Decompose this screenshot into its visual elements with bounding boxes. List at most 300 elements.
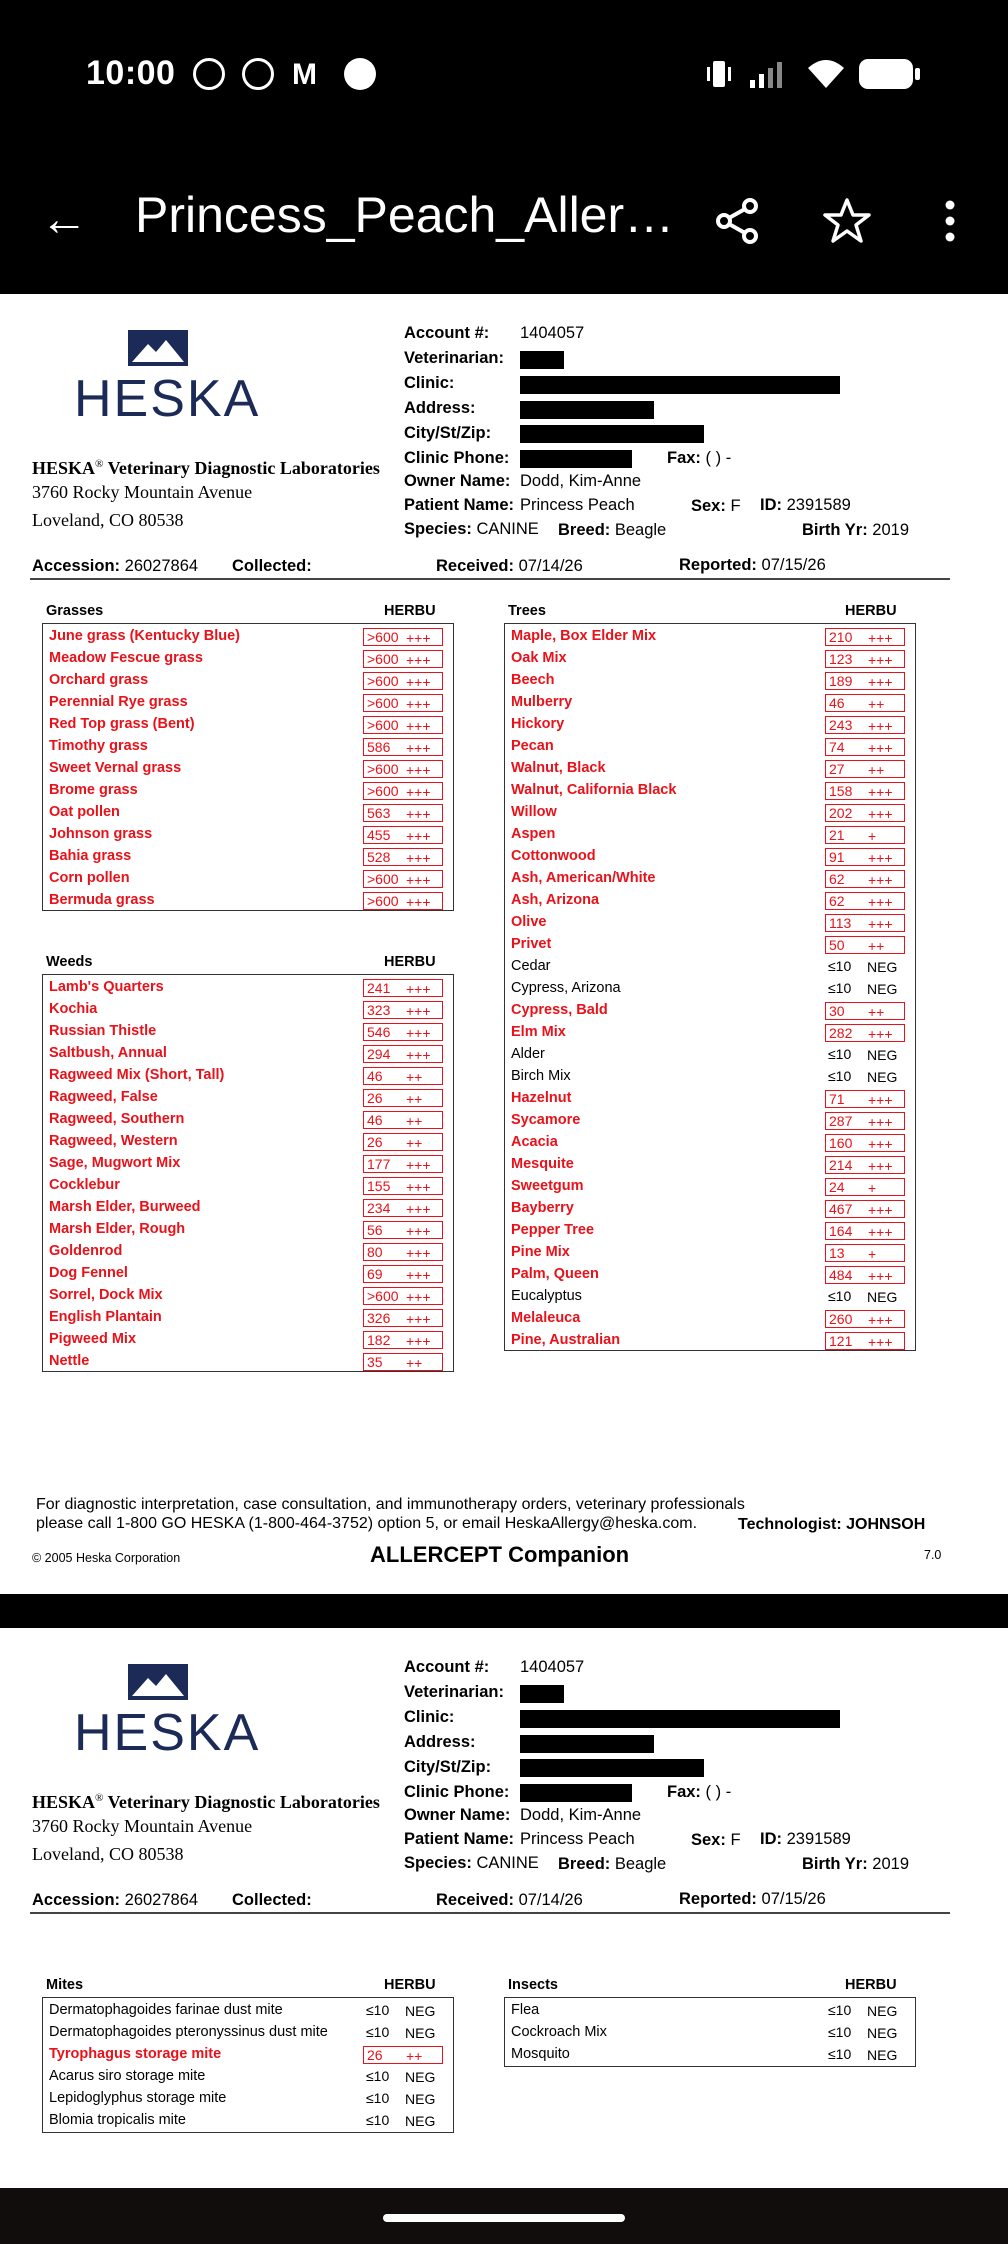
result-value: 13 [829,1245,845,1261]
table-row [505,1088,915,1110]
result-box [825,2024,905,2042]
result-value: 27 [829,761,845,777]
result-class: +++ [406,1311,431,1327]
result-value: 164 [829,1223,853,1239]
allergen-name: Bayberry [511,1200,574,1216]
table-row [43,1087,453,1109]
table-row [505,1110,915,1132]
table-row [43,890,453,912]
result-class: +++ [406,718,431,734]
result-value: 287 [829,1113,853,1129]
redaction [520,401,654,419]
result-value: 528 [367,849,391,865]
signal-icon [748,58,790,90]
result-class: NEG [405,2091,436,2107]
result-value: 71 [829,1091,845,1107]
allergen-name: Bermuda grass [49,892,155,908]
result-class: ++ [868,762,885,778]
result-value: 243 [829,717,853,733]
allergen-name: Blomia tropicalis mite [49,2112,186,2128]
table-row [43,999,453,1021]
allergen-name: Elm Mix [511,1024,566,1040]
result-box [363,628,443,646]
result-class: NEG [405,2025,436,2041]
result-class: NEG [867,2003,898,2019]
share-icon[interactable] [712,196,762,246]
table-row [43,1219,453,1241]
allergen-name: Willow [511,804,557,820]
lab-address-2: Loveland, CO 80538 [32,510,184,530]
result-value: >600 [367,871,399,887]
allergen-name: Tyrophagus storage mite [49,2046,222,2062]
allergen-name: Johnson grass [49,826,153,842]
section-title-trees: Trees [508,603,546,619]
result-box [363,738,443,756]
result-class: +++ [406,872,431,888]
result-value: 177 [367,1156,391,1172]
veterinarian-field: Veterinarian: [404,1683,504,1701]
table-row [505,1000,915,1022]
lab-address-1: 3760 Rocky Mountain Avenue [32,482,253,502]
table-row [505,714,915,736]
result-box [825,1310,905,1328]
result-value: >600 [367,893,399,909]
result-class: +++ [868,718,893,734]
fax-field: Fax: ( ) - [667,449,732,467]
star-icon[interactable] [822,196,872,246]
table-row [505,626,915,648]
technologist: Technologist: JOHNSOH [738,1516,926,1533]
table-row [505,912,915,934]
more-vert-icon[interactable] [940,196,960,246]
result-class: +++ [868,1268,893,1284]
sex-field: Sex: F [691,1831,741,1849]
insects-table [504,1997,916,2067]
allergen-name: Aspen [511,826,556,842]
allergen-name: Saltbush, Annual [49,1045,167,1061]
result-box [363,1353,443,1371]
account-field: Account #: 1404057 [404,324,585,342]
result-value: 563 [367,805,391,821]
document-title: Princess_Peach_Aller… [135,187,675,243]
result-box [363,760,443,778]
reported-field: Reported: 07/15/26 [679,556,826,574]
accession-field: Accession: 26027864 [32,557,199,575]
mites-table [42,1997,454,2133]
result-class: NEG [867,959,898,975]
allergen-name: Brome grass [49,782,138,798]
allergen-name: Cypress, Bald [511,1002,608,1018]
table-row [43,648,453,670]
account-field: Account #: 1404057 [404,1658,585,1676]
result-class: +++ [406,1245,431,1261]
table-row [43,1153,453,1175]
table-row [505,1044,915,1066]
table-row [505,1066,915,1088]
allergen-name: Olive [511,914,547,930]
result-box [363,892,443,910]
allergen-name: English Plantain [49,1309,162,1325]
allergen-name: Ragweed, Southern [49,1111,185,1127]
table-row [43,714,453,736]
result-value: ≤10 [366,2002,390,2018]
redaction [520,1710,840,1728]
table-row [43,1197,453,1219]
result-class: ++ [406,1091,423,1107]
result-box [363,1045,443,1063]
table-row [43,1043,453,1065]
result-class: +++ [406,981,431,997]
allergen-name: Acarus siro storage mite [49,2068,206,2084]
result-class: +++ [868,630,893,646]
result-class: NEG [867,1069,898,1085]
result-box [825,804,905,822]
sex-field: Sex: F [691,497,741,515]
section-title-weeds: Weeds [46,954,93,970]
allergen-name: Lepidoglyphus storage mite [49,2090,227,2106]
result-class: NEG [867,981,898,997]
allergen-name: Corn pollen [49,870,130,886]
result-value: ≤10 [828,980,852,996]
result-value: 62 [829,893,845,909]
result-value: 586 [367,739,391,755]
table-row [43,2088,453,2110]
table-row [43,802,453,824]
allergen-name: Melaleuca [511,1310,581,1326]
table-row [43,1329,453,1351]
result-class: +++ [868,894,893,910]
result-value: >600 [367,629,399,645]
result-box [825,738,905,756]
result-value: ≤10 [828,1068,852,1084]
collected-field: Collected: [232,1891,312,1909]
id-field: ID: 2391589 [760,496,851,514]
section-title-mites: Mites [46,1977,84,1993]
result-box [825,870,905,888]
result-value: 46 [367,1112,383,1128]
allergen-name: Sycamore [511,1112,581,1128]
lab-address-2: Loveland, CO 80538 [32,1844,184,1864]
allergen-name: Oak Mix [511,650,567,666]
result-class: NEG [867,1289,898,1305]
result-class: ++ [868,696,885,712]
result-value: ≤10 [828,1288,852,1304]
app-bar [0,150,1008,294]
fax-field: Fax: ( ) - [667,1783,732,1801]
allergen-name: Sage, Mugwort Mix [49,1155,181,1171]
result-class: +++ [406,1333,431,1349]
table-row [43,1065,453,1087]
clinic-field: Clinic: [404,374,455,392]
result-box [825,1112,905,1130]
result-box [825,694,905,712]
allergen-name: Pine Mix [511,1244,570,1260]
result-class: NEG [867,1047,898,1063]
result-box [825,914,905,932]
result-box [825,1156,905,1174]
result-value: ≤10 [366,2090,390,2106]
result-value: >600 [367,695,399,711]
table-row [505,1330,915,1352]
report-header [0,1628,1008,1918]
received-field: Received: 07/14/26 [436,1891,583,1909]
heska-logo [74,1660,284,1770]
result-value: >600 [367,761,399,777]
result-value: 26 [367,1090,383,1106]
vibrate-icon [706,58,732,90]
result-box [825,1288,905,1306]
result-class: +++ [406,630,431,646]
footer-note-2: please call 1-800 GO HESKA (1-800-464-3752) option 5, or email HeskaAllergy@heska.com. [36,1515,698,1532]
result-box [363,870,443,888]
veterinarian-field: Veterinarian: [404,349,504,367]
city-field: City/St/Zip: [404,424,492,442]
result-box [825,1134,905,1152]
table-row [43,1351,453,1373]
result-value: 467 [829,1201,853,1217]
result-class: +++ [406,696,431,712]
result-value: 56 [367,1222,383,1238]
result-value: 202 [829,805,853,821]
svg-text:HESKA: HESKA [74,370,261,428]
result-class: +++ [868,1202,893,1218]
result-box [363,1023,443,1041]
result-class: +++ [406,1025,431,1041]
result-box [825,716,905,734]
result-class: +++ [868,674,893,690]
allergen-name: Red Top grass (Bent) [49,716,195,732]
column-header: HERBU [384,954,436,970]
redaction [520,1735,654,1753]
battery-icon [858,58,922,90]
result-value: >600 [367,1288,399,1304]
result-box [825,650,905,668]
table-row [505,1132,915,1154]
table-row [505,2022,915,2044]
result-class: ++ [406,1355,423,1371]
table-row [43,977,453,999]
result-value: ≤10 [828,2046,852,2062]
allergen-name: Walnut, California Black [511,782,677,798]
result-class: +++ [868,740,893,756]
table-row [505,956,915,978]
allergen-name: Ash, Arizona [511,892,600,908]
result-value: 210 [829,629,853,645]
result-class: NEG [405,2069,436,2085]
patient-field: Patient Name: Princess Peach [404,496,635,514]
result-box [825,980,905,998]
table-row [505,2000,915,2022]
table-row [43,2044,453,2066]
result-box [363,1309,443,1327]
allergen-name: Cedar [511,958,551,974]
table-row [43,626,453,648]
allergen-name: Cockroach Mix [511,2024,607,2040]
result-box [363,2112,443,2130]
result-class: +++ [406,762,431,778]
result-box [825,628,905,646]
table-row [43,824,453,846]
result-value: 69 [367,1266,383,1282]
redaction [520,450,632,468]
result-box [825,1266,905,1284]
result-class: ++ [868,938,885,954]
allergen-name: Alder [511,1046,545,1062]
result-box [363,1133,443,1151]
redaction [520,376,840,394]
wifi-icon [806,56,846,90]
column-header: HERBU [845,1977,897,1993]
result-value: ≤10 [828,2002,852,2018]
result-class: +++ [868,784,893,800]
allergen-name: Walnut, Black [511,760,606,776]
product-name: ALLERCEPT Companion [370,1542,630,1567]
allergen-name: Pigweed Mix [49,1331,137,1347]
result-box [825,782,905,800]
divider [30,578,950,580]
section-title-grasses: Grasses [46,603,104,619]
result-value: >600 [367,717,399,733]
result-value: ≤10 [366,2112,390,2128]
table-row [43,736,453,758]
allergen-name: Meadow Fescue grass [49,650,203,666]
allergen-name: Lamb's Quarters [49,979,164,995]
allergen-name: Ragweed Mix (Short, Tall) [49,1067,225,1083]
result-value: 282 [829,1025,853,1041]
result-box [825,958,905,976]
table-row [505,1242,915,1264]
result-box [825,672,905,690]
result-class: +++ [406,828,431,844]
lab-address-1: 3760 Rocky Mountain Avenue [32,1816,253,1836]
redaction [520,425,704,443]
allergen-name: Hazelnut [511,1090,572,1106]
result-value: 46 [367,1068,383,1084]
result-value: 123 [829,651,853,667]
allergen-name: Timothy grass [49,738,148,754]
arrow-left-icon[interactable]: ← [40,193,88,246]
result-class: +++ [406,894,431,910]
allergen-name: Goldenrod [49,1243,123,1259]
result-class: +++ [868,850,893,866]
result-box [825,1244,905,1262]
result-value: 326 [367,1310,391,1326]
result-value: 241 [367,980,391,996]
weeds-table [42,974,454,1372]
allergen-name: Mulberry [511,694,573,710]
breed-field: Breed: Beagle [558,1855,667,1873]
table-row [43,1285,453,1307]
home-gesture-handle[interactable] [383,2214,625,2222]
allergen-name: Orchard grass [49,672,149,688]
column-header: HERBU [845,603,897,619]
result-box [363,1155,443,1173]
allergen-name: Pepper Tree [511,1222,595,1238]
result-class: +++ [868,1136,893,1152]
allergen-name: Perennial Rye grass [49,694,188,710]
dot-icon [344,58,376,90]
result-value: 260 [829,1311,853,1327]
table-row [505,846,915,868]
result-box [363,2068,443,2086]
table-row [505,1220,915,1242]
report-page-1 [0,294,1008,1594]
table-row [505,648,915,670]
result-box [825,1090,905,1108]
table-row [505,868,915,890]
result-box [363,2002,443,2020]
table-row [505,670,915,692]
allergen-name: Eucalyptus [511,1288,582,1304]
result-value: 121 [829,1333,853,1349]
allergen-name: Dermatophagoides farinae dust mite [49,2002,283,2018]
svg-text:HESKA: HESKA [74,1704,261,1762]
result-value: 189 [829,673,853,689]
allergen-name: Ash, American/White [511,870,656,886]
result-box [363,2090,443,2108]
result-value: 46 [829,695,845,711]
result-class: +++ [406,1179,431,1195]
result-value: >600 [367,673,399,689]
result-value: ≤10 [828,1046,852,1062]
result-class: + [868,1246,877,1262]
result-value: >600 [367,651,399,667]
table-row [43,1263,453,1285]
column-header: HERBU [384,603,436,619]
result-class: +++ [406,1223,431,1239]
allergen-name: Marsh Elder, Rough [49,1221,186,1237]
table-row [43,846,453,868]
status-time: 10:00 [86,54,176,92]
result-box [363,1199,443,1217]
result-class: +++ [406,784,431,800]
result-box [825,2002,905,2020]
result-box [363,716,443,734]
table-row [43,1021,453,1043]
allergen-name: Hickory [511,716,565,732]
result-box [363,650,443,668]
result-box [825,936,905,954]
result-class: +++ [406,1267,431,1283]
messenger-icon [193,58,225,90]
divider [30,1912,950,1914]
result-box [363,1067,443,1085]
result-class: +++ [868,806,893,822]
reported-field: Reported: 07/15/26 [679,1890,826,1908]
result-value: 30 [829,1003,845,1019]
table-row [505,692,915,714]
result-class: +++ [406,674,431,690]
clinic-phone-field: Clinic Phone: [404,449,510,467]
allergen-name: Flea [511,2002,540,2018]
result-class: +++ [406,1003,431,1019]
result-value: 50 [829,937,845,953]
threads-icon [242,58,274,90]
owner-field: Owner Name: Dodd, Kim-Anne [404,1806,642,1824]
table-row [43,868,453,890]
allergen-name: Ragweed, False [49,1089,158,1105]
table-row [43,2066,453,2088]
result-class: +++ [406,1157,431,1173]
table-row [43,2000,453,2022]
result-class: +++ [406,850,431,866]
species-field: Species: CANINE [404,1854,539,1872]
result-class: + [868,828,877,844]
result-class: + [868,1180,877,1196]
allergen-name: Privet [511,936,552,952]
result-box [363,2024,443,2042]
status-bar [0,0,1008,150]
